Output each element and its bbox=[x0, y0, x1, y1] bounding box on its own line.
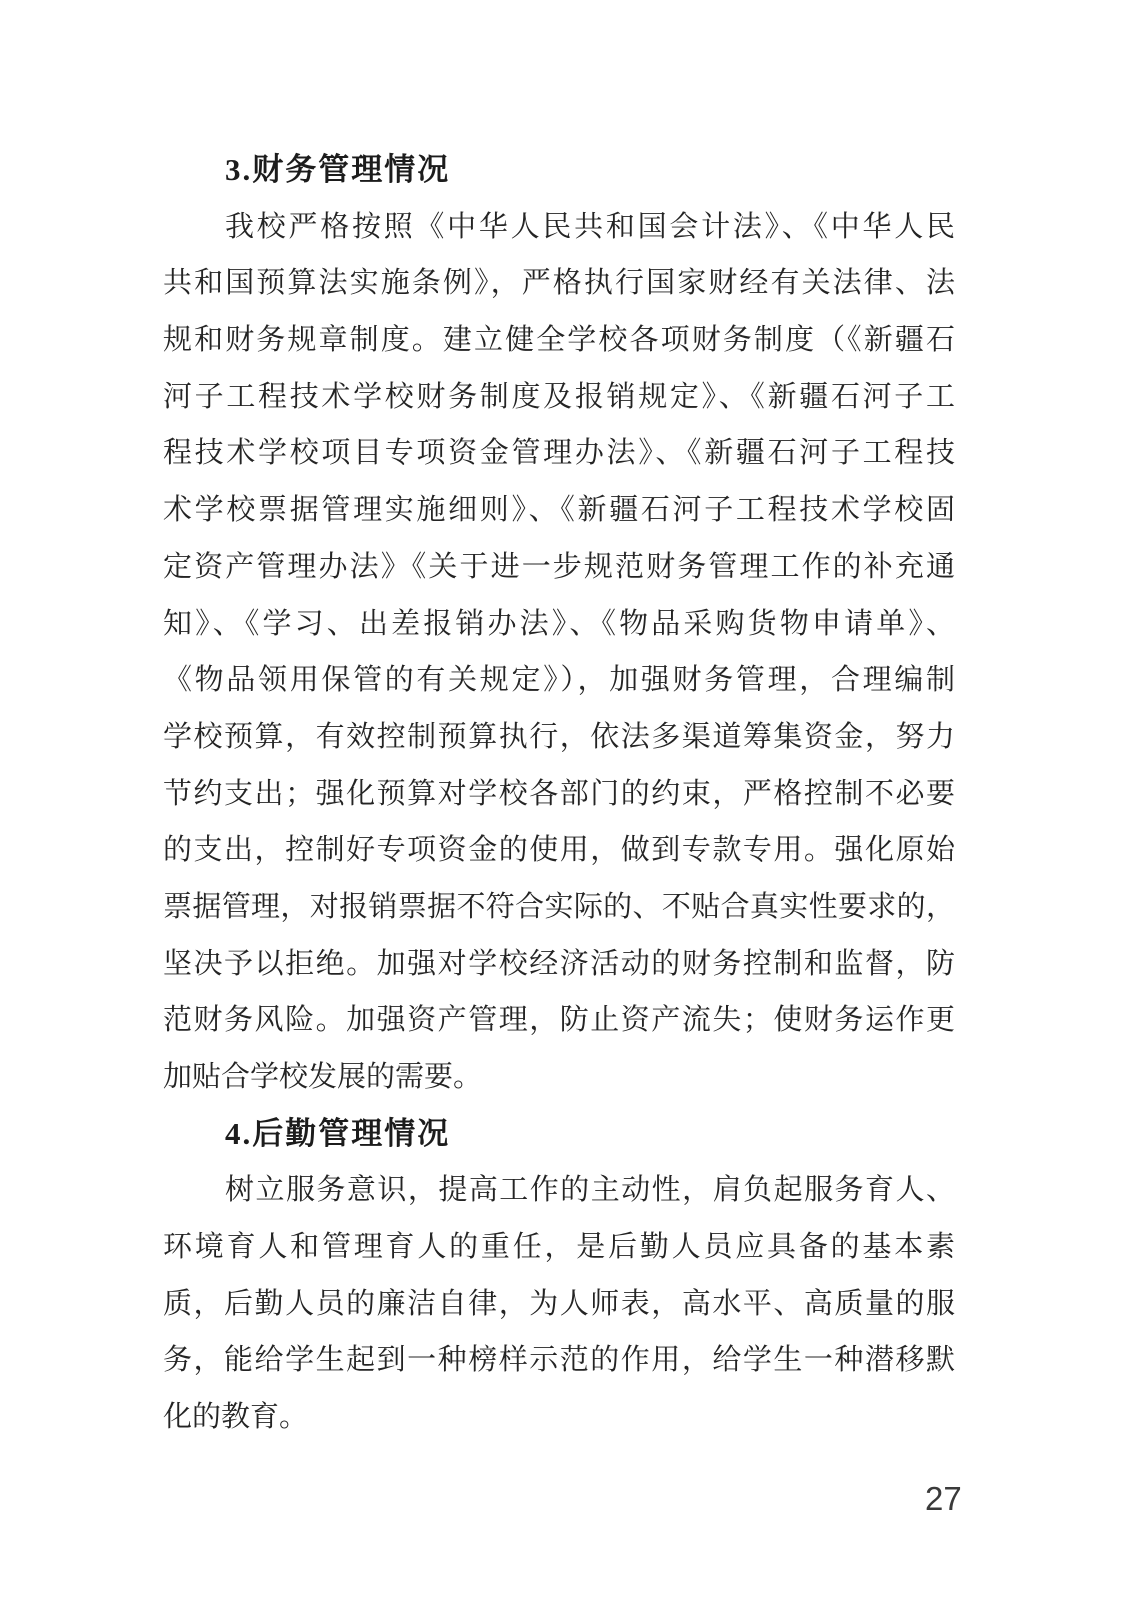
page-number: 27 bbox=[925, 1480, 962, 1517]
text-line: 河子工程技术学校财务制度及报销规定》、《新疆石河子工 bbox=[163, 380, 955, 413]
text-line: 环境育人和管理育人的重任，是后勤人员应具备的基本素 bbox=[163, 1231, 955, 1264]
text-line: 票据管理，对报销票据不符合实际的、不贴合真实性要求的， bbox=[163, 890, 955, 923]
text-line: 节约支出；强化预算对学校各部门的约束，严格控制不必要 bbox=[163, 777, 955, 810]
text-line: 化的教育。 bbox=[163, 1401, 309, 1434]
page-content bbox=[163, 142, 955, 1446]
text-line: 加贴合学校发展的需要。 bbox=[163, 1061, 483, 1093]
text-line: 术学校票据管理实施细则》、《新疆石河子工程技术学校固 bbox=[163, 494, 955, 527]
text-line: 知》、《学习、出差报销办法》、《物品采购货物申请单》、 bbox=[163, 607, 955, 640]
text-line: 程技术学校项目专项资金管理办法》、《新疆石河子工程技 bbox=[163, 437, 955, 470]
text-line: 树立服务意识，提高工作的主动性，肩负起服务育人、 bbox=[225, 1174, 955, 1207]
text-line: 规和财务规章制度。建立健全学校各项财务制度（《新疆石 bbox=[163, 324, 955, 357]
text-line: 我校严格按照《中华人民共和国会计法》、《中华人民 bbox=[225, 210, 955, 243]
text-line: 共和国预算法实施条例》，严格执行国家财经有关法律、法 bbox=[163, 267, 955, 300]
text-line: 务，能给学生起到一种榜样示范的作用，给学生一种潜移默 bbox=[163, 1344, 955, 1377]
text-line: 质，后勤人员的廉洁自律，为人师表，高水平、高质量的服 bbox=[163, 1287, 955, 1320]
text-line: 的支出，控制好专项资金的使用，做到专款专用。强化原始 bbox=[163, 834, 955, 867]
section-heading-finance: 3.财务管理情况 bbox=[225, 152, 451, 187]
text-line: 坚决予以拒绝。加强对学校经济活动的财务控制和监督，防 bbox=[163, 947, 955, 980]
text-line: 学校预算，有效控制预算执行，依法多渠道筹集资金，努力 bbox=[163, 720, 955, 753]
text-line: 范财务风险。加强资产管理，防止资产流失；使财务运作更 bbox=[163, 1004, 955, 1037]
text-line: 《物品领用保管的有关规定》），加强财务管理，合理编制 bbox=[163, 664, 955, 697]
section-heading-logistics: 4.后勤管理情况 bbox=[225, 1115, 451, 1151]
text-line: 定资产管理办法》《关于进一步规范财务管理工作的补充通 bbox=[163, 550, 955, 583]
